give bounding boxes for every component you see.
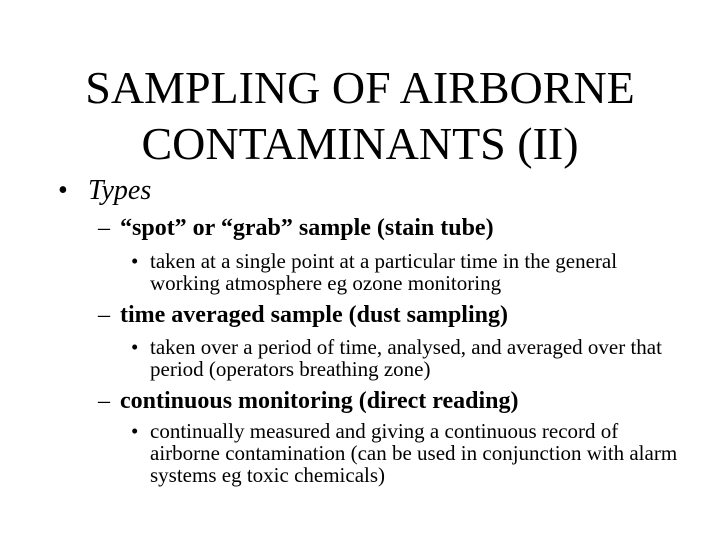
type-item-detail: taken over a period of time, analysed, and averaged over that period (operators breathing zone): [150, 335, 662, 381]
slide-title-line-2: CONTAMINANTS (II): [141, 118, 579, 169]
type-item-detail: continually measured and giving a continuous record of airborne contamination (can be used in conjunction with alarm systems eg toxic chemicals): [150, 419, 678, 487]
type-item-heading: “spot” or “grab” sample (stain tube): [120, 215, 494, 241]
dash-icon: –: [98, 388, 110, 414]
slide-title-line-1: SAMPLING OF AIRBORNE: [85, 62, 635, 113]
type-item-continuous-monitoring: [98, 386, 518, 416]
type-item-time-averaged-sample: [98, 300, 508, 330]
bullet-icon: •: [131, 249, 139, 273]
type-item-detail-spot-sample: [131, 250, 691, 294]
type-item-heading: time averaged sample (dust sampling): [120, 302, 508, 328]
type-item-detail: taken at a single point at a particular time in the general working atmosphere eg ozone monitoring: [150, 249, 618, 295]
type-item-detail-continuous-monitoring: [131, 420, 691, 486]
types-label: Types: [88, 175, 152, 206]
slide-title: [0, 60, 720, 172]
bullet-icon: •: [131, 335, 139, 359]
dash-icon: –: [98, 302, 110, 328]
type-item-heading: continuous monitoring (direct reading): [120, 388, 519, 414]
type-item-detail-time-averaged-sample: [131, 336, 691, 380]
bullet-icon: •: [58, 175, 68, 206]
types-bullet: [58, 175, 151, 207]
type-item-spot-sample: [98, 213, 494, 243]
bullet-icon: •: [131, 419, 139, 443]
dash-icon: –: [98, 215, 110, 241]
